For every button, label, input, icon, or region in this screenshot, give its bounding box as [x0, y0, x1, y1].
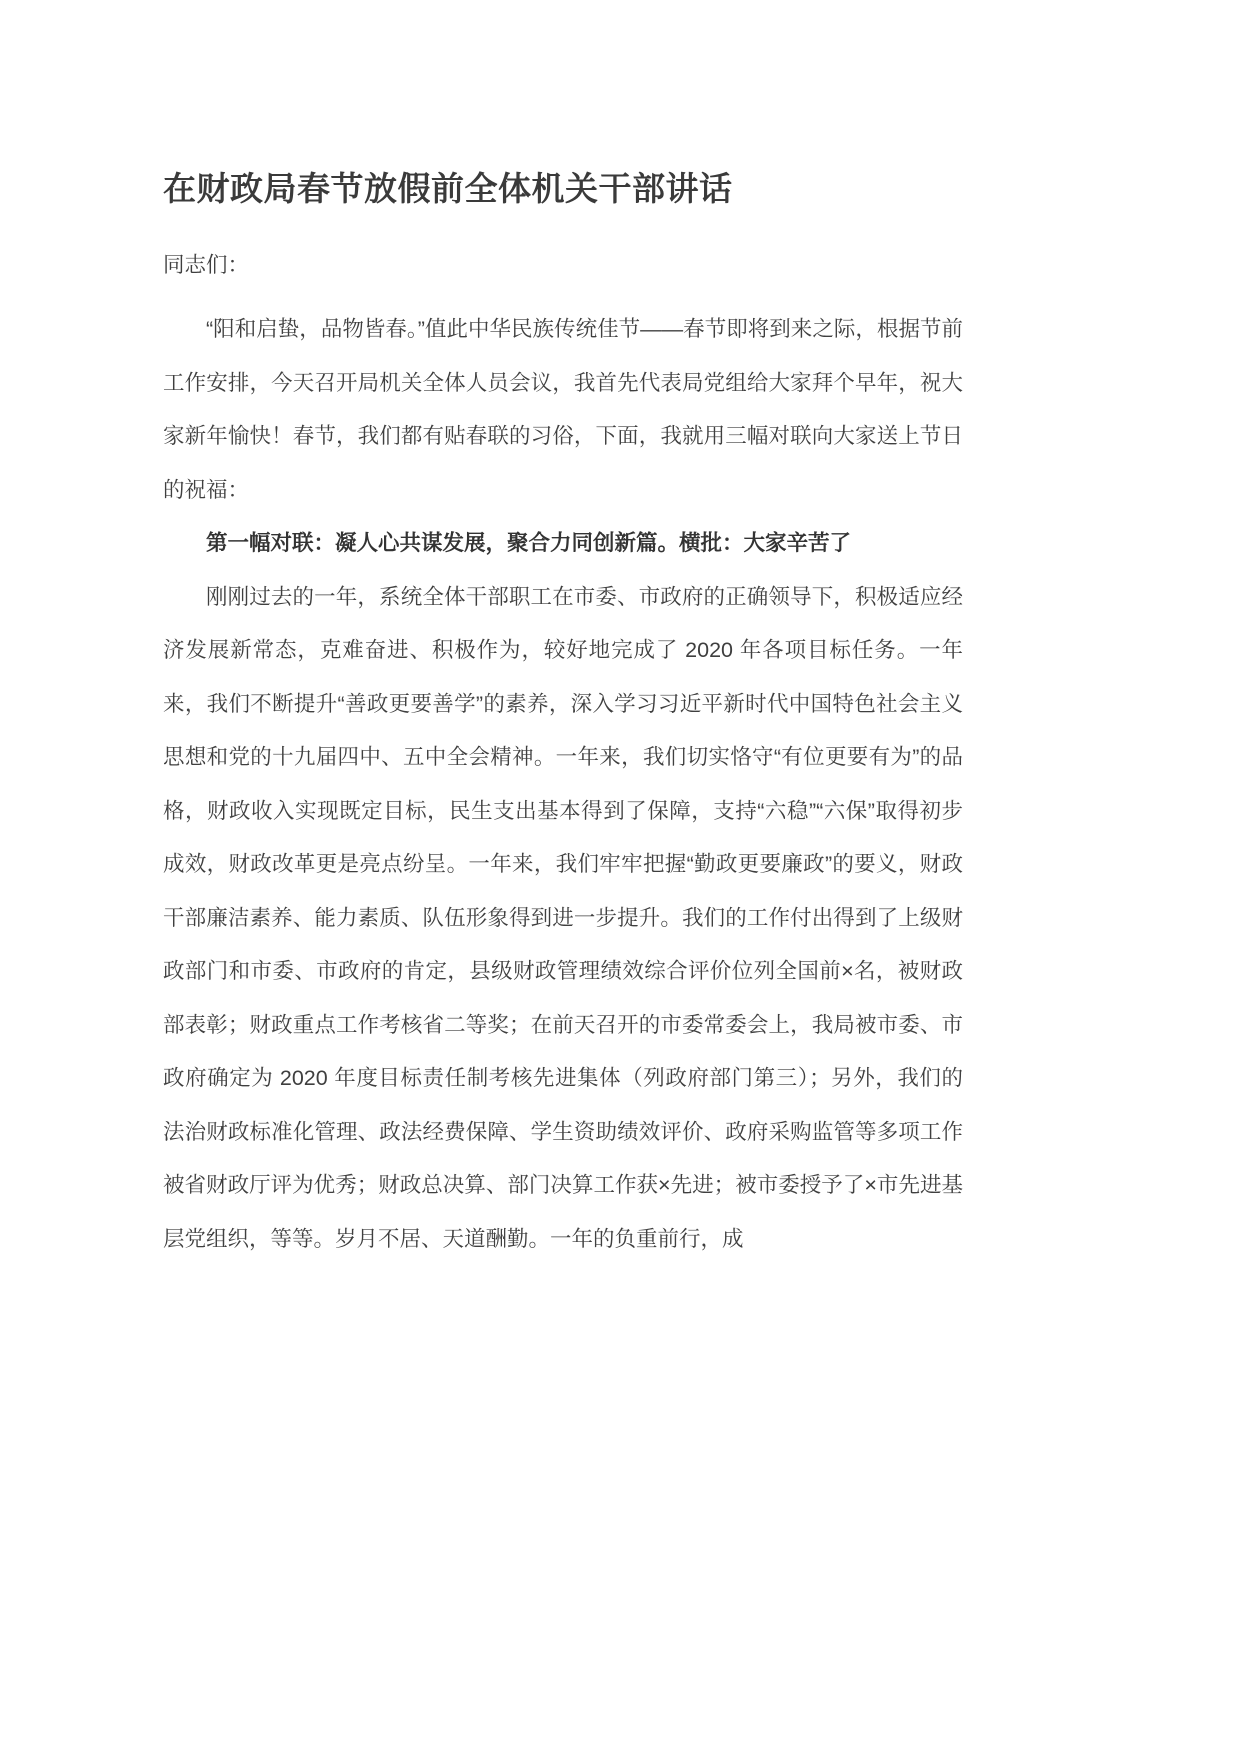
- paragraph-couplet-one-heading: 第一幅对联：凝人心共谋发展，聚合力同创新篇。横批：大家辛苦了: [206, 531, 852, 556]
- paragraph-review: 刚刚过去的一年，系统全体干部职工在市委、市政府的正确领导下，积极适应经济发展新常态，克难奋进、积极作为，较好地完成了 2020 年各项目标任务。一年来，我们不断提升“善政更要善学”的素养，深入学习习近平新时代中国特色社会主义思想和党的十九届四中、五中全会精神。一年来，我们切实恪守“有位更要有为”的品格，财政收入实现既定目标，民生支出基本得到了保障，支持“六稳”“六保”取得初步成效，财政改革更是亮点纷呈。一年来，我们牢牢把握“勤政更要廉政”的要义，财政干部廉洁素养、能力素质、队伍形象得到进一步提升。我们的工作付出得到了上级财政部门和市委、市政府的肯定，县级财政管理绩效综合评价位列全国前×名，被财政部表彰；财政重点工作考核省二等奖；在前天召开的市委常委会上，我局被市委、市政府确定为 2020 年度目标责任制考核先进集体（列政府部门第三）；另外，我们的法治财政标准化管理、政法经费保障、学生资助绩效评价、政府采购监管等多项工作被省财政厅评为优秀；财政总决算、部门决算工作获×先进；被市委授予了×市先进基层党组织，等等。岁月不居、天道酬勤。一年的负重前行，成: [163, 584, 963, 1251]
- document-content: [163, 0, 963, 1266]
- salutation-line: 同志们：: [163, 252, 250, 277]
- page-title: 在财政局春节放假前全体机关干部讲话: [163, 170, 733, 207]
- paragraph-intro: “阳和启蛰，品物皆春。”值此中华民族传统佳节——春节即将到来之际，根据节前工作安排，今天召开局机关全体人员会议，我首先代表局党组给大家拜个早年，祝大家新年愉快！春节，我们都有贴春联的习俗，下面，我就用三幅对联向大家送上节日的祝福：: [163, 317, 963, 502]
